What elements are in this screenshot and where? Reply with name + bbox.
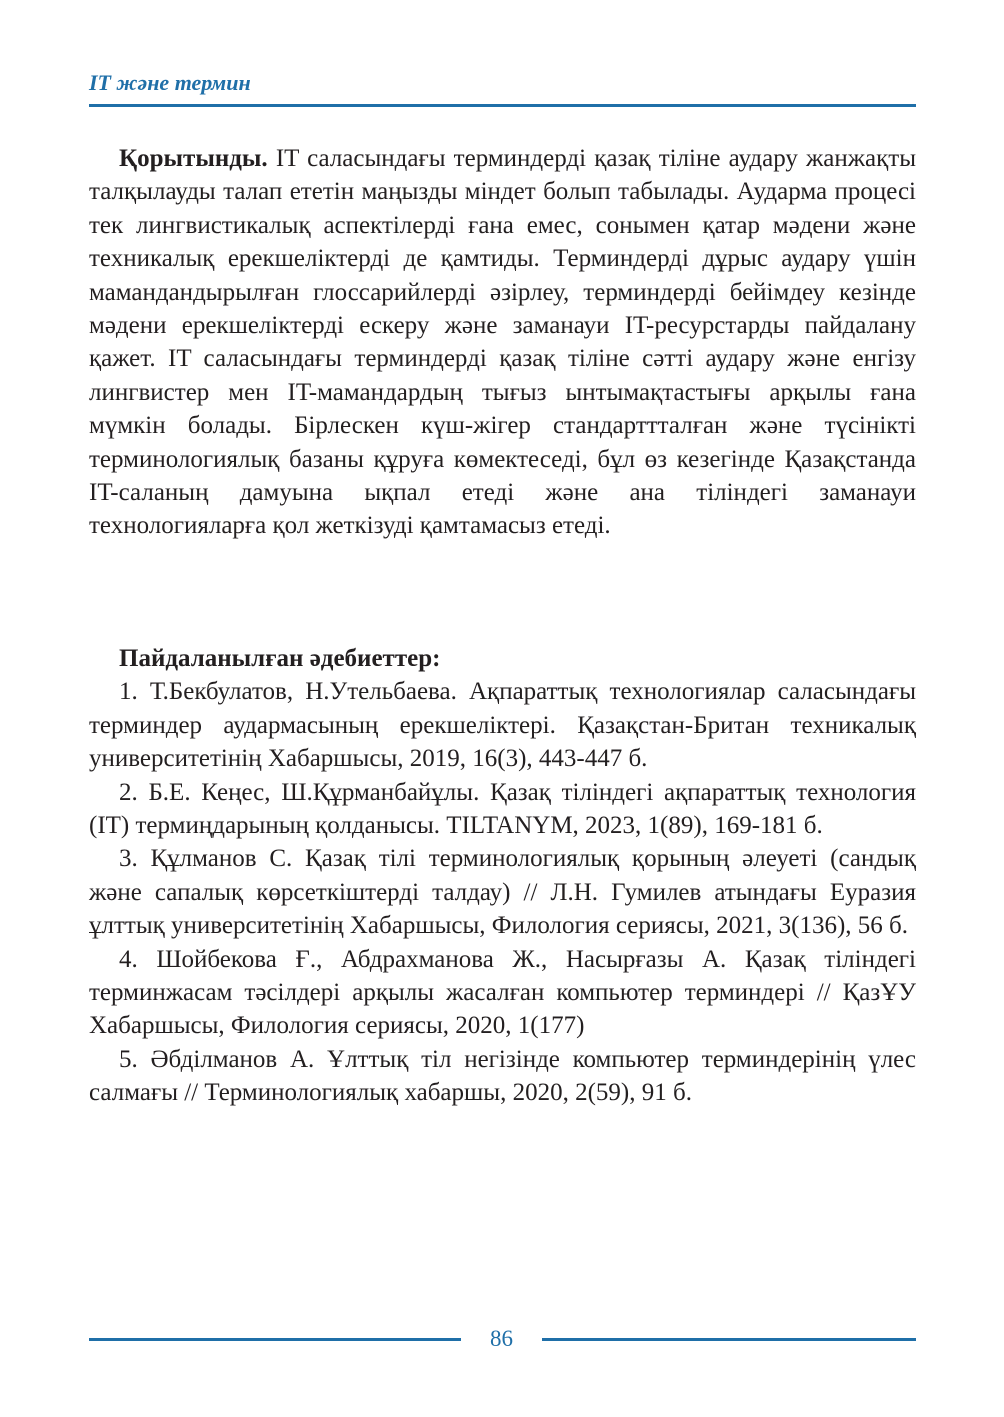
references-section <box>89 642 916 1110</box>
reference-item: 4. Шойбекова Ғ., Абдрахманова Ж., Насырғазы А. Қазақ тіліндегі терминжасам тәсілдері арқылы жасалған компьютер терминдері // ҚазҰУ Хабаршысы, Филология сериясы, 2020, 1(177) <box>89 945 916 1040</box>
reference-item: 5. Әбділманов А. Ұлттық тіл негізінде компьютер терминдерінің үлес салмағы // Терминологиялық хабаршы, 2020, 2(59), 91 б. <box>89 1045 916 1107</box>
reference-item: 2. Б.Е. Кеңес, Ш.Құрманбайұлы. Қазақ тіліндегі ақпараттық технология (IT) термиңдарының қолданысы. TILTANYM, 2023, 1(89), 169-181 б. <box>89 778 916 840</box>
running-title: IT және термин <box>89 70 251 95</box>
conclusion-text: IT саласындағы терминдерді қазақ тіліне аудару жанжақты талқылауды талап ететін маңызды міндет болып табылады. Аударма процесі тек лингвистикалық аспектілерді ғана емес, сонымен қатар мәдени және техникалық ерекшеліктерді де қамтиды. Терминдерді дұрыс аудару үшін мамандандырылған глоссарийлерді әзірлеу, терминдерді бейімдеу кезінде мәдени ерекшеліктерді ескеру және заманауи IT-ресурстарды пайдалану қажет. IT саласындағы терминдерді қазақ тіліне сәтті аудару және енгізу лингвистер мен IT-мамандардың тығыз ынтымақтастығы арқылы ғана мүмкін болады. Бірлескен күш-жігер стандарттталған және түсінікті терминологиялық базаны құруға көмектеседі, бұл өз кезегінде Қазақстанда IT-саланың дамуына ықпал етеді және ана тіліндегі заманауи технологияларға қол жеткізуді қамтамасыз етеді. <box>89 145 916 540</box>
page-number: 86 <box>490 1326 513 1351</box>
references-heading: Пайдаланылған әдебиеттер: <box>119 645 441 672</box>
conclusion-lead: Қорытынды. <box>119 145 268 172</box>
footer-divider-right <box>542 1338 916 1341</box>
header-divider <box>89 104 916 107</box>
reference-item: 1. Т.Бекбулатов, Н.Утельбаева. Ақпараттық технологиялар саласындағы терминдер аудармасының ерекшеліктері. Қазақстан-Британ техникалық университетінің Хабаршысы, 2019, 16(3), 443-447 б. <box>89 678 916 773</box>
reference-item: 3. Құлманов С. Қазақ тілі терминологиялық қорының әлеуеті (сандық және сапалық көрсеткіштерді талдау) // Л.Н. Гумилев атындағы Еуразия ұлттық университетінің Хабаршысы, Филология сериясы, 2021, 3(136), 56 б. <box>89 845 916 940</box>
footer-divider-left <box>89 1338 461 1341</box>
conclusion-section <box>89 142 916 543</box>
conclusion-paragraph <box>89 142 916 543</box>
